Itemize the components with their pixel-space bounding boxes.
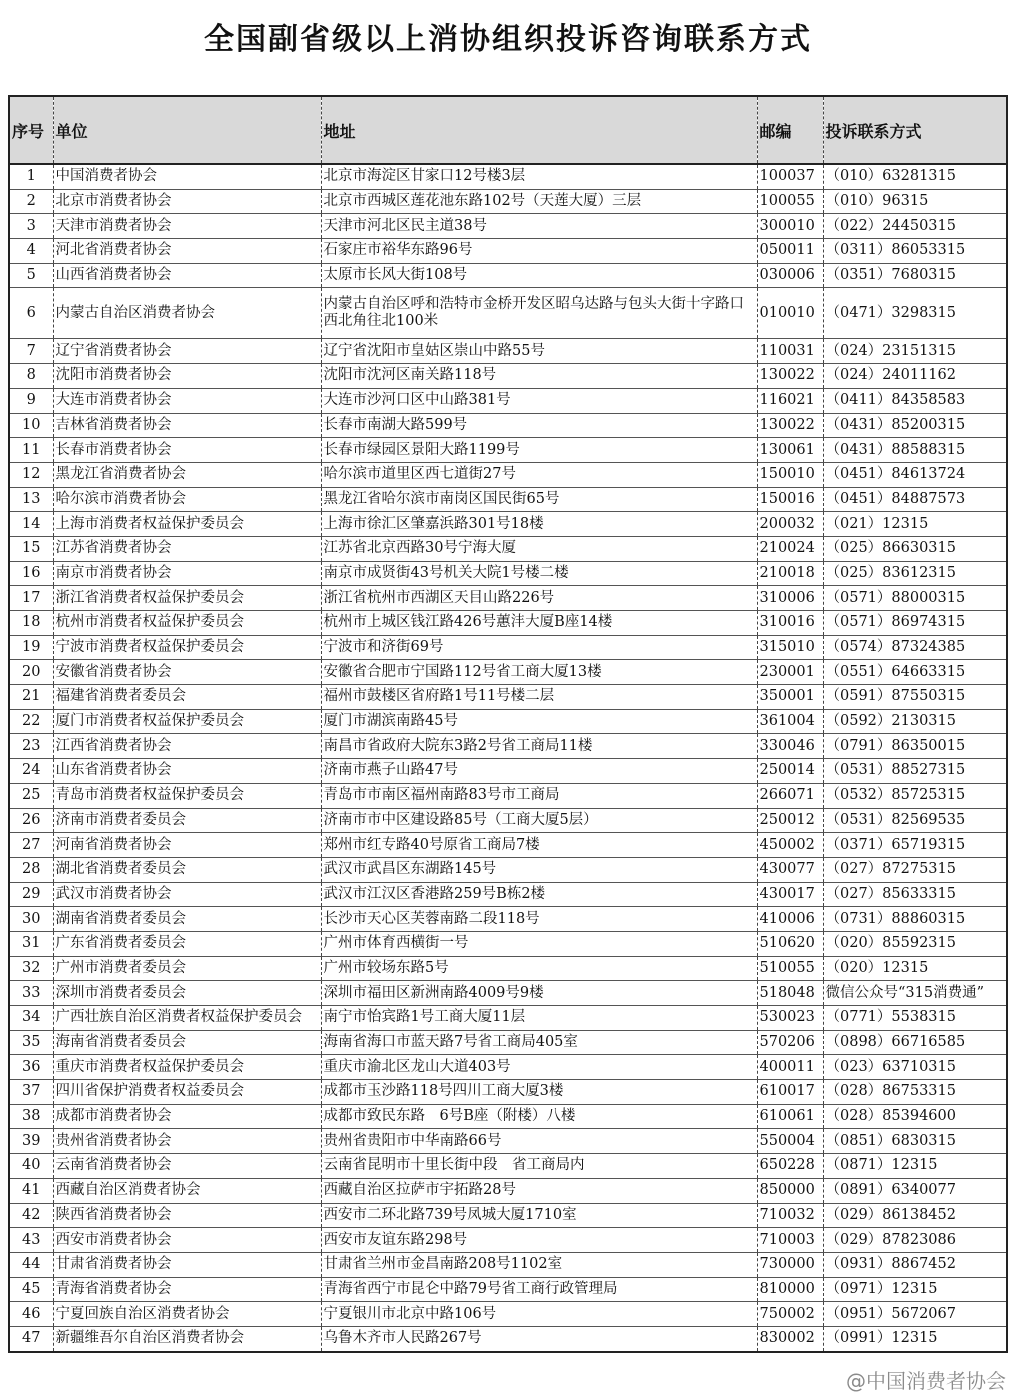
- row-contact: （0451）84887573: [823, 487, 1007, 512]
- row-zip: 330046: [757, 734, 823, 759]
- row-contact: （0471）3298315: [823, 288, 1007, 339]
- table-row: [9, 487, 1007, 512]
- row-address: 长春市绿园区景阳大路1199号: [321, 438, 757, 463]
- row-zip: 350001: [757, 685, 823, 710]
- row-unit: 河北省消费者协会: [53, 239, 321, 264]
- table-row: [9, 438, 1007, 463]
- table-row: [9, 857, 1007, 882]
- row-address: 沈阳市沈河区南关路118号: [321, 364, 757, 389]
- table-row: [9, 685, 1007, 710]
- row-unit: 河南省消费者协会: [53, 833, 321, 858]
- watermark: @中国消费者协会: [846, 1369, 1006, 1393]
- row-contact: （0574）87324385: [823, 635, 1007, 660]
- row-unit: 中国消费者协会: [53, 164, 321, 189]
- row-unit: 深圳市消费者委员会: [53, 981, 321, 1006]
- row-number: 17: [9, 586, 53, 611]
- row-zip: 250014: [757, 759, 823, 784]
- row-address: 武汉市武昌区东湖路145号: [321, 857, 757, 882]
- row-zip: 400011: [757, 1055, 823, 1080]
- table-row: [9, 339, 1007, 364]
- row-number: 40: [9, 1154, 53, 1179]
- table-row: [9, 759, 1007, 784]
- row-unit: 广州市消费者委员会: [53, 956, 321, 981]
- row-unit: 浙江省消费者权益保护委员会: [53, 586, 321, 611]
- row-unit: 青海省消费者协会: [53, 1277, 321, 1302]
- table-row: [9, 288, 1007, 339]
- row-number: 39: [9, 1129, 53, 1154]
- table-row: [9, 1228, 1007, 1253]
- row-unit: 四川省保护消费者权益委员会: [53, 1080, 321, 1105]
- row-address: 浙江省杭州市西湖区天目山路226号: [321, 586, 757, 611]
- row-contact: （0551）64663315: [823, 660, 1007, 685]
- row-contact: （0411）84358583: [823, 388, 1007, 413]
- row-unit: 杭州市消费者权益保护委员会: [53, 611, 321, 636]
- row-contact: （0871）12315: [823, 1154, 1007, 1179]
- row-contact: （025）86630315: [823, 536, 1007, 561]
- row-unit: 山东省消费者协会: [53, 759, 321, 784]
- table-row: [9, 1006, 1007, 1031]
- row-address: 济南市燕子山路47号: [321, 759, 757, 784]
- table-row: [9, 462, 1007, 487]
- row-address: 太原市长风大街108号: [321, 263, 757, 288]
- row-contact: （0571）86974315: [823, 611, 1007, 636]
- row-zip: 150010: [757, 462, 823, 487]
- table-row: [9, 833, 1007, 858]
- row-zip: 410006: [757, 907, 823, 932]
- row-address: 广州市较场东路5号: [321, 956, 757, 981]
- row-contact: （0591）87550315: [823, 685, 1007, 710]
- row-address: 江苏省北京西路30号宁海大厦: [321, 536, 757, 561]
- row-unit: 山西省消费者协会: [53, 263, 321, 288]
- row-address: 南昌市省政府大院东3路2号省工商局11楼: [321, 734, 757, 759]
- table-row: [9, 364, 1007, 389]
- row-number: 33: [9, 981, 53, 1006]
- row-unit: 宁波市消费者权益保护委员会: [53, 635, 321, 660]
- row-number: 34: [9, 1006, 53, 1031]
- table-row: [9, 1154, 1007, 1179]
- row-unit: 北京市消费者协会: [53, 189, 321, 214]
- row-unit: 重庆市消费者权益保护委员会: [53, 1055, 321, 1080]
- row-number: 46: [9, 1302, 53, 1327]
- row-address: 宁波市和济街69号: [321, 635, 757, 660]
- row-contact: （029）87823086: [823, 1228, 1007, 1253]
- row-unit: 大连市消费者协会: [53, 388, 321, 413]
- row-number: 45: [9, 1277, 53, 1302]
- row-zip: 650228: [757, 1154, 823, 1179]
- row-contact: （029）86138452: [823, 1203, 1007, 1228]
- row-address: 成都市致民东路 6号B座（附楼）八楼: [321, 1104, 757, 1129]
- row-number: 5: [9, 263, 53, 288]
- row-zip: 116021: [757, 388, 823, 413]
- table-row: [9, 981, 1007, 1006]
- header-zip: 邮编: [757, 96, 823, 164]
- row-unit: 甘肃省消费者协会: [53, 1252, 321, 1277]
- row-zip: 430077: [757, 857, 823, 882]
- row-zip: 110031: [757, 339, 823, 364]
- row-contact: （0991）12315: [823, 1326, 1007, 1351]
- row-unit: 宁夏回族自治区消费者协会: [53, 1302, 321, 1327]
- row-number: 14: [9, 512, 53, 537]
- row-contact: （020）12315: [823, 956, 1007, 981]
- row-number: 29: [9, 882, 53, 907]
- row-zip: 130061: [757, 438, 823, 463]
- row-contact: （0351）7680315: [823, 263, 1007, 288]
- row-number: 11: [9, 438, 53, 463]
- row-unit: 西安市消费者协会: [53, 1228, 321, 1253]
- row-zip: 130022: [757, 364, 823, 389]
- row-number: 6: [9, 288, 53, 339]
- row-contact: （021）12315: [823, 512, 1007, 537]
- row-zip: 266071: [757, 783, 823, 808]
- table-row: [9, 907, 1007, 932]
- row-unit: 陕西省消费者协会: [53, 1203, 321, 1228]
- table-row: [9, 734, 1007, 759]
- header-contact: 投诉联系方式: [823, 96, 1007, 164]
- table-row: [9, 1277, 1007, 1302]
- table-row: [9, 164, 1007, 189]
- row-number: 7: [9, 339, 53, 364]
- row-unit: 福建省消费者委员会: [53, 685, 321, 710]
- table-row: [9, 931, 1007, 956]
- table-row: [9, 1030, 1007, 1055]
- table-row: [9, 214, 1007, 239]
- table-row: [9, 783, 1007, 808]
- row-unit: 青岛市消费者权益保护委员会: [53, 783, 321, 808]
- row-address: 宁夏银川市北京中路106号: [321, 1302, 757, 1327]
- row-zip: 810000: [757, 1277, 823, 1302]
- row-address: 南京市成贤街43号机关大院1号楼二楼: [321, 561, 757, 586]
- row-number: 25: [9, 783, 53, 808]
- table-row: [9, 709, 1007, 734]
- row-number: 24: [9, 759, 53, 784]
- row-number: 18: [9, 611, 53, 636]
- table-row: [9, 512, 1007, 537]
- row-unit: 贵州省消费者协会: [53, 1129, 321, 1154]
- row-address: 辽宁省沈阳市皇姑区崇山中路55号: [321, 339, 757, 364]
- row-unit: 济南市消费者委员会: [53, 808, 321, 833]
- row-zip: 530023: [757, 1006, 823, 1031]
- row-address: 甘肃省兰州市金昌南路208号1102室: [321, 1252, 757, 1277]
- table-row: [9, 239, 1007, 264]
- row-number: 26: [9, 808, 53, 833]
- row-address: 广州市体育西横街一号: [321, 931, 757, 956]
- row-contact: （022）24450315: [823, 214, 1007, 239]
- row-number: 41: [9, 1178, 53, 1203]
- row-zip: 850000: [757, 1178, 823, 1203]
- table-row: [9, 660, 1007, 685]
- row-unit: 西藏自治区消费者协会: [53, 1178, 321, 1203]
- row-number: 44: [9, 1252, 53, 1277]
- row-address: 重庆市渝北区龙山大道403号: [321, 1055, 757, 1080]
- row-address: 贵州省贵阳市中华南路66号: [321, 1129, 757, 1154]
- row-contact: （028）85394600: [823, 1104, 1007, 1129]
- row-unit: 内蒙古自治区消费者协会: [53, 288, 321, 339]
- table-row: [9, 1129, 1007, 1154]
- row-address: 西安市友谊东路298号: [321, 1228, 757, 1253]
- row-zip: 130022: [757, 413, 823, 438]
- row-number: 31: [9, 931, 53, 956]
- page-title: 全国副省级以上消协组织投诉咨询联系方式: [204, 22, 812, 57]
- row-address: 青岛市市南区福州南路83号市工商局: [321, 783, 757, 808]
- row-unit: 海南省消费者委员会: [53, 1030, 321, 1055]
- row-contact: （0431）85200315: [823, 413, 1007, 438]
- row-zip: 610017: [757, 1080, 823, 1105]
- row-number: 15: [9, 536, 53, 561]
- row-contact: （0891）6340077: [823, 1178, 1007, 1203]
- row-zip: 315010: [757, 635, 823, 660]
- row-zip: 310006: [757, 586, 823, 611]
- row-zip: 210024: [757, 536, 823, 561]
- row-zip: 710032: [757, 1203, 823, 1228]
- row-address: 大连市沙河口区中山路381号: [321, 388, 757, 413]
- row-address: 云南省昆明市十里长街中段 省工商局内: [321, 1154, 757, 1179]
- row-contact: （0451）84613724: [823, 462, 1007, 487]
- row-address: 北京市西城区莲花池东路102号（天莲大厦）三层: [321, 189, 757, 214]
- row-contact: （0931）8867452: [823, 1252, 1007, 1277]
- row-number: 2: [9, 189, 53, 214]
- row-contact: （010）63281315: [823, 164, 1007, 189]
- row-contact: （028）86753315: [823, 1080, 1007, 1105]
- row-number: 9: [9, 388, 53, 413]
- row-contact: （0771）5538315: [823, 1006, 1007, 1031]
- table-body: [9, 164, 1007, 1352]
- table-row: [9, 635, 1007, 660]
- row-address: 安徽省合肥市宁国路112号省工商大厦13楼: [321, 660, 757, 685]
- row-number: 13: [9, 487, 53, 512]
- row-zip: 730000: [757, 1252, 823, 1277]
- header-address: 地址: [321, 96, 757, 164]
- row-contact: （0851）6830315: [823, 1129, 1007, 1154]
- row-number: 43: [9, 1228, 53, 1253]
- table-row: [9, 586, 1007, 611]
- row-unit: 厦门市消费者权益保护委员会: [53, 709, 321, 734]
- row-zip: 250012: [757, 808, 823, 833]
- row-contact: （0571）88000315: [823, 586, 1007, 611]
- row-zip: 100055: [757, 189, 823, 214]
- row-number: 38: [9, 1104, 53, 1129]
- row-contact: （0791）86350015: [823, 734, 1007, 759]
- header-no: 序号: [9, 96, 53, 164]
- row-address: 长春市南湖大路599号: [321, 413, 757, 438]
- row-number: 20: [9, 660, 53, 685]
- row-contact: （0532）85725315: [823, 783, 1007, 808]
- table-row: [9, 1104, 1007, 1129]
- row-number: 19: [9, 635, 53, 660]
- table-row: [9, 882, 1007, 907]
- row-number: 36: [9, 1055, 53, 1080]
- row-zip: 100037: [757, 164, 823, 189]
- row-contact: （023）63710315: [823, 1055, 1007, 1080]
- row-unit: 南京市消费者协会: [53, 561, 321, 586]
- row-address: 厦门市湖滨南路45号: [321, 709, 757, 734]
- row-number: 12: [9, 462, 53, 487]
- row-contact: （020）85592315: [823, 931, 1007, 956]
- row-number: 28: [9, 857, 53, 882]
- contact-table: [8, 95, 1008, 1353]
- row-number: 10: [9, 413, 53, 438]
- row-zip: 430017: [757, 882, 823, 907]
- row-unit: 长春市消费者协会: [53, 438, 321, 463]
- row-number: 37: [9, 1080, 53, 1105]
- row-address: 福州市鼓楼区省府路1号11号楼二层: [321, 685, 757, 710]
- row-zip: 361004: [757, 709, 823, 734]
- row-number: 8: [9, 364, 53, 389]
- row-contact: （010）96315: [823, 189, 1007, 214]
- row-zip: 150016: [757, 487, 823, 512]
- row-address: 乌鲁木齐市人民路267号: [321, 1326, 757, 1351]
- row-zip: 510620: [757, 931, 823, 956]
- table-row: [9, 1055, 1007, 1080]
- row-address: 武汉市江汉区香港路259号B栋2楼: [321, 882, 757, 907]
- row-number: 1: [9, 164, 53, 189]
- table-row: [9, 263, 1007, 288]
- row-unit: 天津市消费者协会: [53, 214, 321, 239]
- table-row: [9, 1252, 1007, 1277]
- row-number: 3: [9, 214, 53, 239]
- row-contact: 微信公众号“315消费通”: [823, 981, 1007, 1006]
- row-zip: 050011: [757, 239, 823, 264]
- row-unit: 成都市消费者协会: [53, 1104, 321, 1129]
- table-row: [9, 1178, 1007, 1203]
- row-contact: （0898）66716585: [823, 1030, 1007, 1055]
- table-row: [9, 388, 1007, 413]
- row-contact: （0531）82569535: [823, 808, 1007, 833]
- header-unit: 单位: [53, 96, 321, 164]
- row-contact: （025）83612315: [823, 561, 1007, 586]
- row-unit: 安徽省消费者协会: [53, 660, 321, 685]
- row-zip: 200032: [757, 512, 823, 537]
- row-address: 海南省海口市蓝天路7号省工商局405室: [321, 1030, 757, 1055]
- row-unit: 广西壮族自治区消费者权益保护委员会: [53, 1006, 321, 1031]
- row-unit: 武汉市消费者协会: [53, 882, 321, 907]
- row-number: 27: [9, 833, 53, 858]
- row-address: 黑龙江省哈尔滨市南岗区国民街65号: [321, 487, 757, 512]
- row-address: 深圳市福田区新洲南路4009号9楼: [321, 981, 757, 1006]
- row-unit: 新疆维吾尔自治区消费者协会: [53, 1326, 321, 1351]
- row-zip: 830002: [757, 1326, 823, 1351]
- row-zip: 550004: [757, 1129, 823, 1154]
- row-address: 长沙市天心区芙蓉南路二段118号: [321, 907, 757, 932]
- row-zip: 710003: [757, 1228, 823, 1253]
- row-address: 杭州市上城区钱江路426号蕙沣大厦B座14楼: [321, 611, 757, 636]
- row-number: 22: [9, 709, 53, 734]
- row-number: 16: [9, 561, 53, 586]
- table-row: [9, 1080, 1007, 1105]
- row-address: 北京市海淀区甘家口12号楼3层: [321, 164, 757, 189]
- row-number: 21: [9, 685, 53, 710]
- row-contact: （0371）65719315: [823, 833, 1007, 858]
- row-unit: 吉林省消费者协会: [53, 413, 321, 438]
- row-address: 青海省西宁市昆仑中路79号省工商行政管理局: [321, 1277, 757, 1302]
- table-row: [9, 808, 1007, 833]
- table-row: [9, 611, 1007, 636]
- row-zip: 450002: [757, 833, 823, 858]
- row-number: 30: [9, 907, 53, 932]
- row-contact: （0592）2130315: [823, 709, 1007, 734]
- row-number: 42: [9, 1203, 53, 1228]
- table-row: [9, 1326, 1007, 1351]
- row-number: 35: [9, 1030, 53, 1055]
- row-unit: 广东省消费者委员会: [53, 931, 321, 956]
- row-number: 32: [9, 956, 53, 981]
- row-zip: 570206: [757, 1030, 823, 1055]
- row-contact: （027）87275315: [823, 857, 1007, 882]
- row-contact: （0431）88588315: [823, 438, 1007, 463]
- row-address: 济南市市中区建设路85号（工商大厦5层）: [321, 808, 757, 833]
- table-header-row: [9, 96, 1007, 164]
- row-address: 上海市徐汇区肇嘉浜路301号18楼: [321, 512, 757, 537]
- row-address: 西藏自治区拉萨市宇拓路28号: [321, 1178, 757, 1203]
- row-address: 内蒙古自治区呼和浩特市金桥开发区昭乌达路与包头大街十字路口西北角往北100米: [321, 288, 757, 339]
- row-zip: 010010: [757, 288, 823, 339]
- row-contact: （0971）12315: [823, 1277, 1007, 1302]
- table-row: [9, 413, 1007, 438]
- table-row: [9, 536, 1007, 561]
- row-unit: 黑龙江省消费者协会: [53, 462, 321, 487]
- row-contact: （024）23151315: [823, 339, 1007, 364]
- table-row: [9, 1302, 1007, 1327]
- row-contact: （0531）88527315: [823, 759, 1007, 784]
- row-contact: （027）85633315: [823, 882, 1007, 907]
- row-number: 4: [9, 239, 53, 264]
- table-row: [9, 956, 1007, 981]
- row-address: 南宁市怡宾路1号工商大厦11层: [321, 1006, 757, 1031]
- row-number: 47: [9, 1326, 53, 1351]
- row-contact: （0731）88860315: [823, 907, 1007, 932]
- row-contact: （024）24011162: [823, 364, 1007, 389]
- row-contact: （0311）86053315: [823, 239, 1007, 264]
- row-number: 23: [9, 734, 53, 759]
- row-address: 石家庄市裕华东路96号: [321, 239, 757, 264]
- row-unit: 江西省消费者协会: [53, 734, 321, 759]
- row-contact: （0951）5672067: [823, 1302, 1007, 1327]
- row-address: 成都市玉沙路118号四川工商大厦3楼: [321, 1080, 757, 1105]
- table-row: [9, 561, 1007, 586]
- row-address: 郑州市红专路40号原省工商局7楼: [321, 833, 757, 858]
- row-unit: 哈尔滨市消费者协会: [53, 487, 321, 512]
- row-address: 西安市二环北路739号凤城大厦1710室: [321, 1203, 757, 1228]
- row-unit: 上海市消费者权益保护委员会: [53, 512, 321, 537]
- row-zip: 230001: [757, 660, 823, 685]
- row-unit: 辽宁省消费者协会: [53, 339, 321, 364]
- row-zip: 750002: [757, 1302, 823, 1327]
- row-zip: 510055: [757, 956, 823, 981]
- table-row: [9, 189, 1007, 214]
- table-row: [9, 1203, 1007, 1228]
- row-address: 哈尔滨市道里区西七道街27号: [321, 462, 757, 487]
- row-zip: 518048: [757, 981, 823, 1006]
- row-zip: 310016: [757, 611, 823, 636]
- row-zip: 610061: [757, 1104, 823, 1129]
- row-address: 天津市河北区民主道38号: [321, 214, 757, 239]
- row-unit: 云南省消费者协会: [53, 1154, 321, 1179]
- row-unit: 湖北省消费者委员会: [53, 857, 321, 882]
- row-unit: 沈阳市消费者协会: [53, 364, 321, 389]
- row-zip: 210018: [757, 561, 823, 586]
- row-zip: 300010: [757, 214, 823, 239]
- row-unit: 江苏省消费者协会: [53, 536, 321, 561]
- row-unit: 湖南省消费者委员会: [53, 907, 321, 932]
- row-zip: 030006: [757, 263, 823, 288]
